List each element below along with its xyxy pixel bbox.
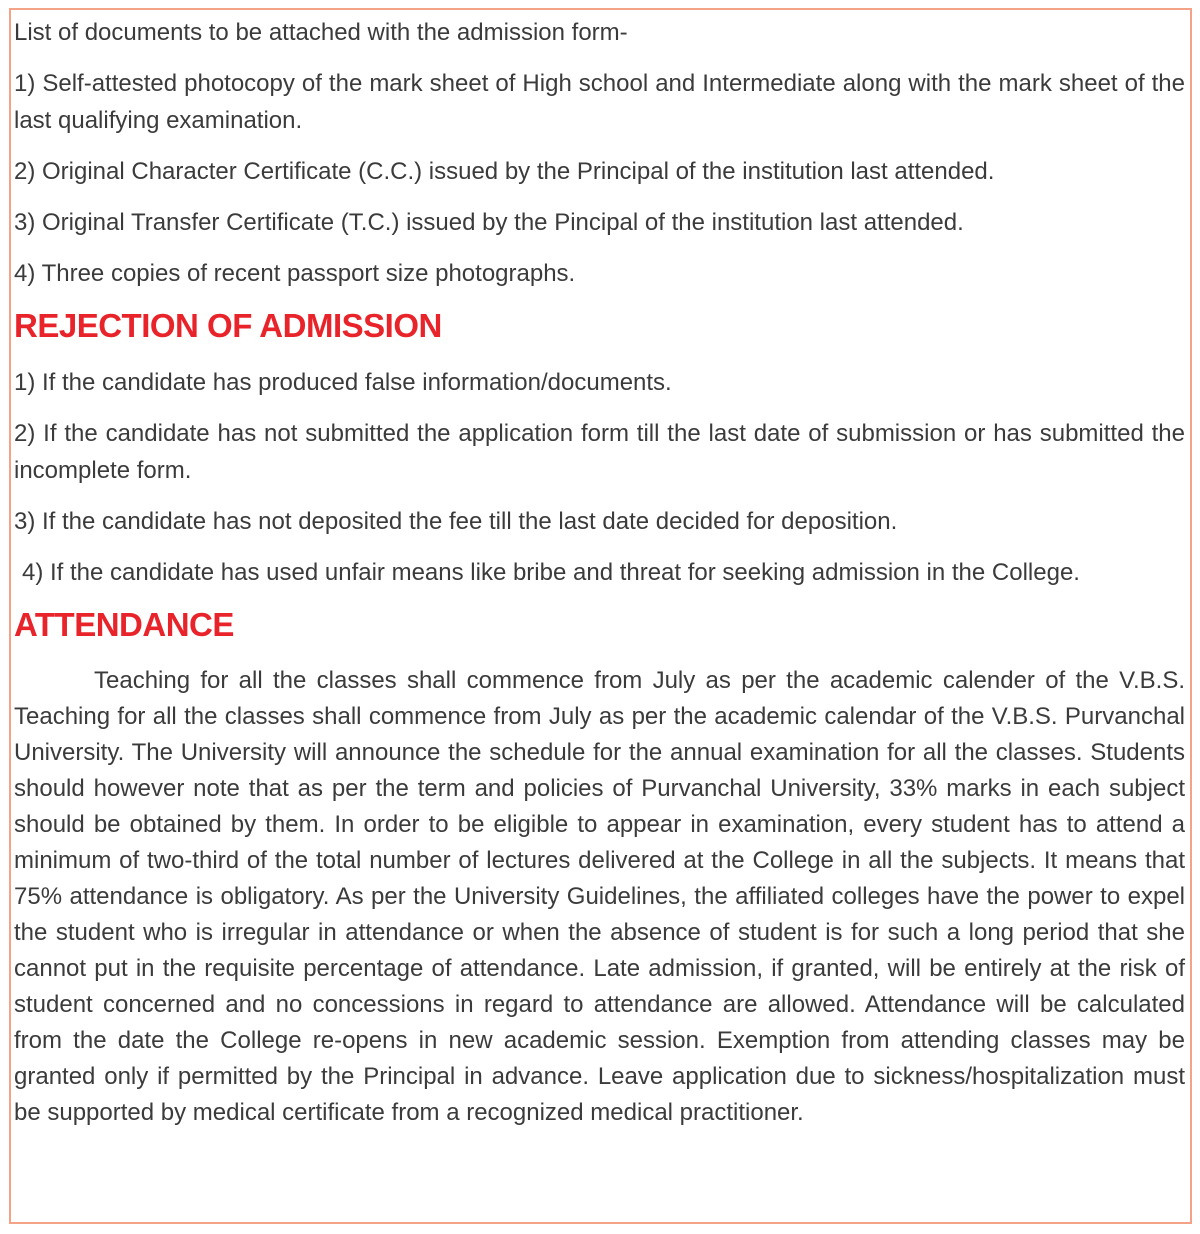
rejection-item-1: 1) If the candidate has produced false information/documents. — [14, 369, 672, 396]
document-item-2: 2) Original Character Certificate (C.C.) issued by the Principal of the institution last attended. — [14, 158, 995, 185]
rejection-item-3: 3) If the candidate has not deposited the fee till the last date decided for deposition. — [14, 508, 898, 535]
attendance-heading: ATTENDANCE — [14, 606, 234, 643]
rejection-of-admission-heading: REJECTION OF ADMISSION — [14, 307, 442, 344]
document-item-3: 3) Original Transfer Certificate (T.C.) issued by the Pincipal of the institution last attended. — [14, 209, 964, 236]
document-item-1: 1) Self-attested photocopy of the mark sheet of High school and Intermediate along with the mark sheet of the last qualifying examination. — [14, 70, 1185, 134]
document-item-4: 4) Three copies of recent passport size photographs. — [14, 260, 576, 287]
page-content — [14, 14, 1185, 1145]
rejection-item-4: 4) If the candidate has used unfair means like bribe and threat for seeking admission in the College. — [22, 559, 1080, 586]
attendance-paragraph: Teaching for all the classes shall commence from July as per the academic calender of the V.B.S. Teaching for all the classes shall commence from July as per the academic calendar of the V.B.S. Purvanchal University. The University will announce the schedule for the annual examination for all the classes. Students should however note that as per the term and policies of Purvanchal University, 33% marks in each subject should be obtained by them. In order to be eligible to appear in examination, every student has to attend a minimum of two-third of the total number of lectures delivered at the College in all the subjects. It means that 75% attendance is obligatory. As per the University Guidelines, the affiliated colleges have the power to expel the student who is irregular in attendance or when the absence of student is for such a long period that she cannot put in the requisite percentage of attendance. Late admission, if granted, will be entirely at the risk of student concerned and no concessions in regard to attendance are allowed. Attendance will be calculated from the date the College re-opens in new academic session. Exemption from attending classes may be granted only if permitted by the Principal in advance. Leave application due to sickness/hospitalization must be supported by medical certificate from a recognized medical practitioner. — [14, 667, 1185, 1126]
rejection-item-2: 2) If the candidate has not submitted the application form till the last date of submission or has submitted the incomplete form. — [14, 420, 1185, 484]
documents-intro: List of documents to be attached with the admission form- — [14, 19, 628, 46]
